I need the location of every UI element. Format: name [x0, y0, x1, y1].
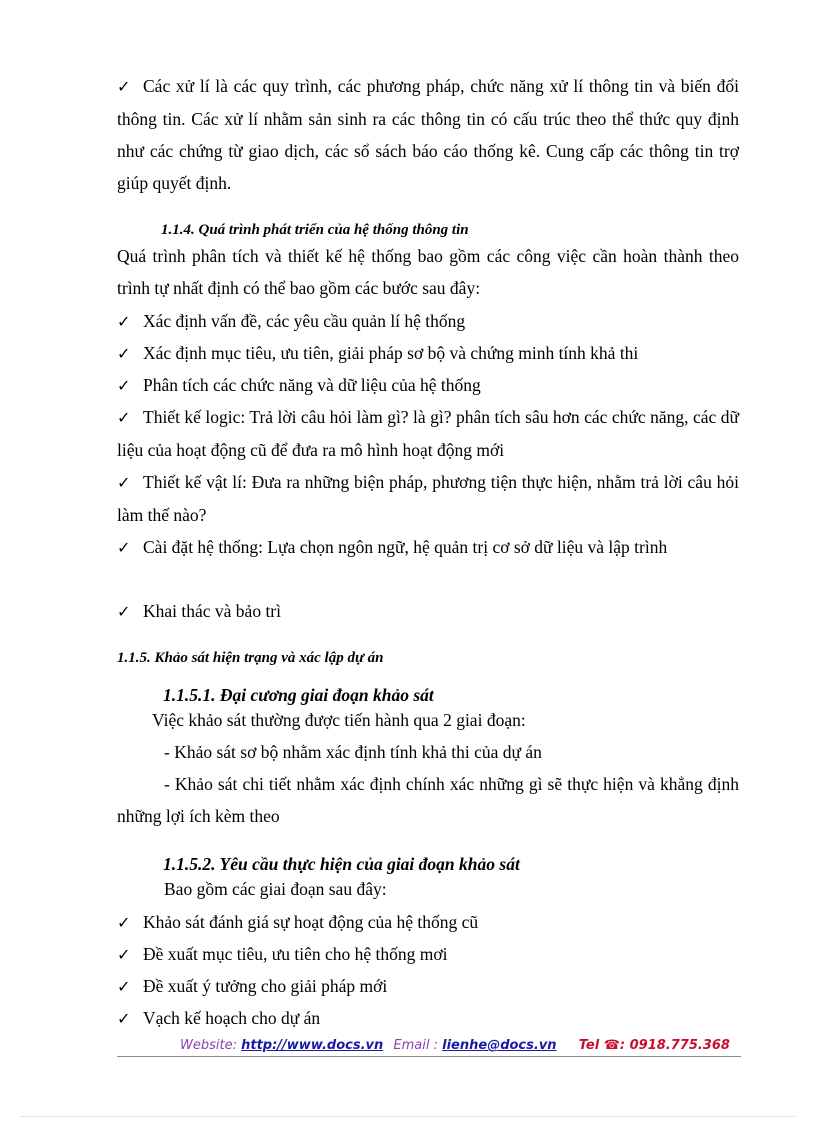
intro-1-1-4: Quá trình phân tích và thiết kế hệ thống bao gồm các công việc cần hoàn thành theo trình tự nhất định có thể bao gồm các bước sau đây: — [117, 246, 739, 298]
page-footer — [180, 1036, 740, 1056]
footer-website-link[interactable]: http://www.docs.vn — [241, 1038, 384, 1053]
footer-divider — [117, 1056, 741, 1057]
list-item: - Khảo sát chi tiết nhằm xác định chính xác những gì sẽ thực hiện và khẳng định những lợi ích kèm theo — [117, 774, 739, 826]
list-item: ✓ Vạch kế hoạch cho dự án — [117, 1002, 739, 1035]
footer-website-label: Website: — [180, 1038, 242, 1053]
intro-1-1-5-2: Bao gồm các giai đoạn sau đây: — [164, 879, 387, 899]
list-item: ✓ Đề xuất mục tiêu, ưu tiên cho hệ thống mơi — [117, 938, 739, 971]
list-item: ✓ Xác định vấn đề, các yêu cầu quản lí hệ thống — [117, 305, 739, 338]
phone-icon: ☎ — [603, 1038, 620, 1053]
list-item: ✓ Thiết kế logic: Trả lời câu hỏi làm gì? là gì? phân tích sâu hơn các chức năng, các dữ liệu của hoạt động cũ để đưa ra mô hình hoạt động mới — [117, 401, 739, 466]
footer-email-label: Email : — [393, 1038, 443, 1053]
list-item: ✓ Xác định mục tiêu, ưu tiên, giải pháp sơ bộ và chứng minh tính khả thi — [117, 337, 739, 370]
heading-1-1-4: 1.1.4. Quá trình phát triển của hệ thống thông tin — [161, 222, 469, 238]
list-item: ✓ Cài đặt hệ thống: Lựa chọn ngôn ngữ, hệ quản trị cơ sở dữ liệu và lập trình — [117, 531, 739, 564]
footer-email-link[interactable]: lienhe@docs.vn — [442, 1038, 557, 1053]
footer-tel-value: : 0918.775.368 — [619, 1038, 730, 1053]
heading-1-1-5-1: 1.1.5.1. Đại cương giai đoạn khảo sát — [163, 685, 434, 705]
list-item: ✓ Phân tích các chức năng và dữ liệu của hệ thống — [117, 369, 739, 402]
heading-1-1-5: 1.1.5. Khảo sát hiện trạng và xác lập dự án — [117, 650, 384, 666]
paragraph-processing: ✓ Các xử lí là các quy trình, các phương pháp, chức năng xử lí thông tin và biến đổi thông tin. Các xử lí nhằm sản sinh ra các thông tin có cấu trúc theo thể thức quy định như các chứng từ giao dịch, các sổ sách báo cáo thống kê. Cung cấp các thông tin trợ giúp quyết định. — [117, 70, 739, 199]
footer-tel-label: Tel — [578, 1038, 604, 1053]
intro-1-1-5-1: Việc khảo sát thường được tiến hành qua 2 giai đoạn: — [152, 710, 526, 730]
heading-1-1-5-2: 1.1.5.2. Yêu cầu thực hiện của giai đoạn khảo sát — [163, 854, 520, 874]
page-bottom-border — [20, 1116, 796, 1117]
list-item: ✓ Khai thác và bảo trì — [117, 595, 739, 628]
list-item: ✓ Khảo sát đánh giá sự hoạt động của hệ thống cũ — [117, 906, 739, 939]
list-item: ✓ Thiết kế vật lí: Đưa ra những biện pháp, phương tiện thực hiện, nhằm trả lời câu hỏi làm thế nào? — [117, 466, 739, 531]
list-item: - Khảo sát sơ bộ nhằm xác định tính khả thi của dự án — [164, 742, 542, 762]
list-item: ✓ Đề xuất ý tưởng cho giải pháp mới — [117, 970, 739, 1003]
